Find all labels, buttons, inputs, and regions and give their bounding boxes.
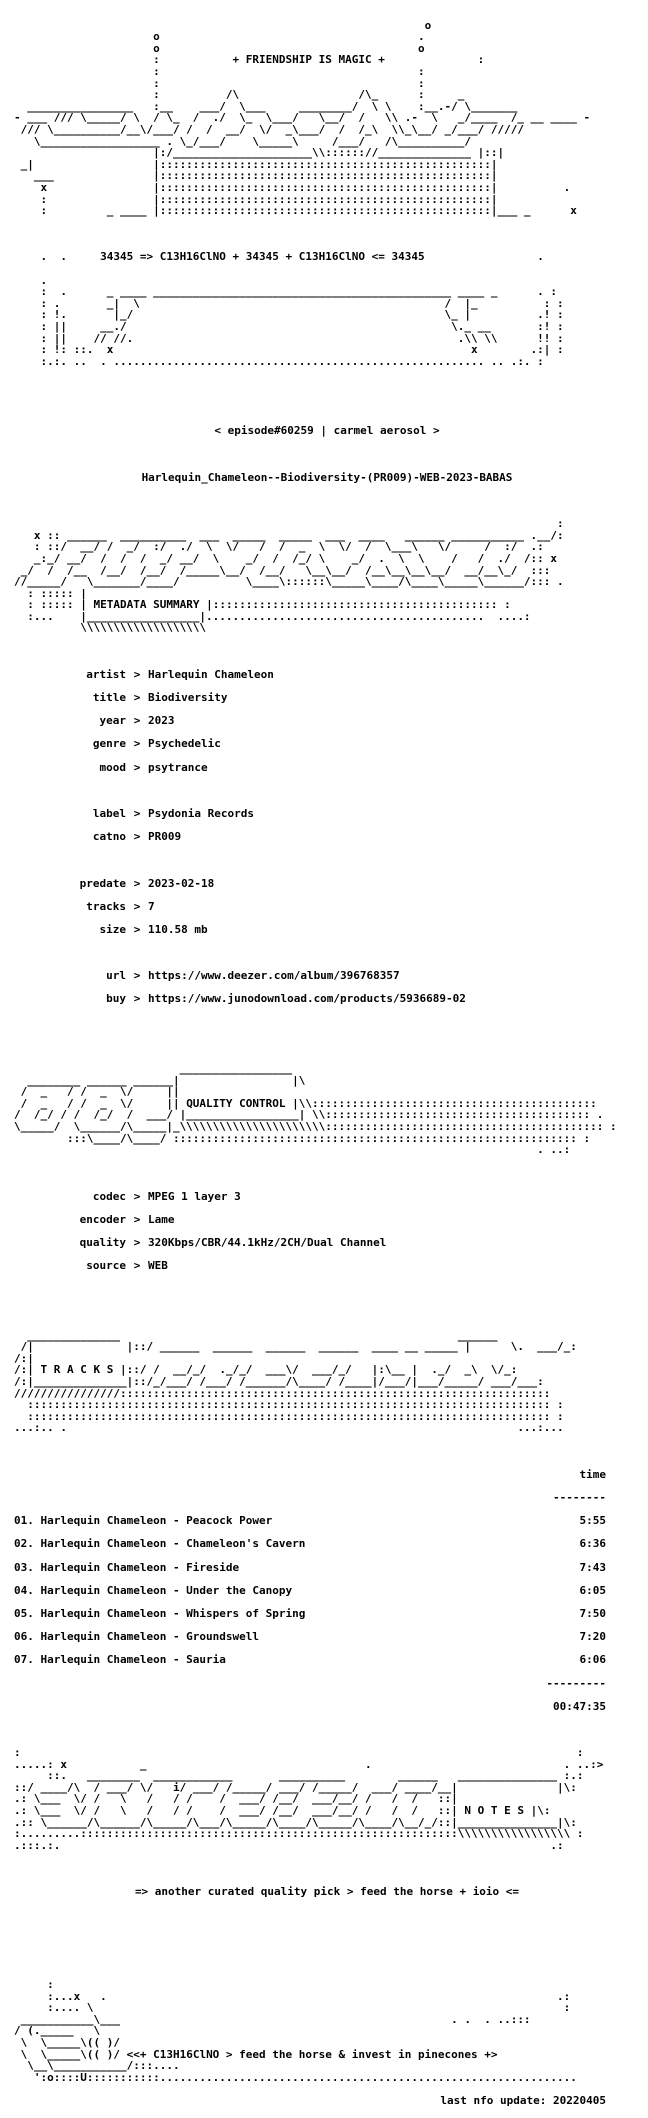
notes-ascii-banner: : : .....: x _ . . ..:> ::. ________ ____________ __________ ______ _______________ :.: ::/ ____/\ / ___/ \/ i/ ___/ /_____/ ___/ /_____/ ___/ ____/__| |\: .: \___ \/ / \ / / / / ___/ /__/ ___/__/ / / / ::|: [14, 1746, 604, 1806]
last-update: last nfo update: 20220405: [440, 2093, 606, 2107]
meta-predate: predate > 2023-02-18: [79, 876, 215, 890]
episode-line: < episode#60259 | carmel aerosol >: [214, 424, 440, 438]
header-ascii-art-bottom: . : . _ ____ _____________________________________________ ____ _ . : : . _| \ / |_ : : : !. |_/ \_ | .! : : || __./ \._ __ :! : : || // //. .\\ \\ !! : : !: ::. x x .:| : :.:. .. . ........................................................ .. .:. :: [40, 273, 564, 368]
footer-slogan: <<+ C13H16ClNO > feed the horse & invest in pinecones +>: [126, 2047, 498, 2061]
notes-title-row: .: \___ \/ / \ / / / / ___/ /__/ ___/__/ / / / ::| N O T E S |\: .:: \______/\______/\_____/\___/\_____/\____/\_____/\____/\__/_/::|_______________|\: :.........:::::::::::::::::::::::::::::::::::::::::::::::::::::::::\\\\\\\\\\\\\\\\\ : .:::.:. .:: [14, 1804, 584, 1852]
meta-tracks: tracks > 7: [86, 899, 155, 913]
meta-buy[interactable]: buy > https://www.junodownload.com/products/5936689-02: [106, 992, 466, 1006]
meta-url[interactable]: url > https://www.deezer.com/album/396768357: [106, 969, 400, 983]
time-header-rule: --------: [553, 1491, 606, 1504]
track-row: 03. Harlequin Chameleon - Fireside 7:43: [14, 1560, 606, 1574]
metadata-title-box: : ::::: | METADATA SUMMARY |::::::::::::::::::::::::::::::::::::::::::: : :... |_________________|.......................................... ....: \\\\\\\\\\\\\\\\\\\: [14, 598, 531, 635]
quality-quality: quality > 320Kbps/CBR/44.1kHz/2CH/Dual Channel: [79, 1235, 387, 1249]
track-row: 02. Harlequin Chameleon - Chameleon's Cavern 6:36: [14, 1537, 606, 1551]
meta-size: size > 110.58 mb: [99, 922, 208, 936]
footer-ascii-art: : :...x . .: :.... \ : ___________\___ . . . ..::: / (._____ \ \ \_____\(( )/: [14, 1977, 571, 2049]
time-header: time: [579, 1467, 606, 1481]
quality-source: source > WEB: [86, 1259, 168, 1273]
tracks-section-title: T R A C K S: [40, 1363, 114, 1377]
quality-codec: codec > MPEG 1 layer 3: [92, 1189, 241, 1203]
meta-catno: catno > PR009: [92, 830, 182, 844]
release-name: Harlequin_Chameleon--Biodiversity-(PR009)-WEB-2023-BABAS: [141, 470, 513, 484]
formula-line: . . 34345 => C13H16ClNO + 34345 + C13H16ClNO <= 34345 .: [14, 250, 544, 264]
meta-mood: mood > psytrance: [99, 760, 208, 774]
nfo-document: [14, 8, 640, 2118]
header-ascii-art-top: o o . o o : + FRIENDSHIP IS MAGIC + : : : : : : /\ /\_ : _ ________________ :__ ___/ \___ ________/ \ \ :__.-/ \_______ - ___ /// \_____/ \ / \_ / ./ \_ \___/ \__/ / \\ .- \ _/____ /_ __ ____ - /// \__________/__\/___/ / / __/ \/ _\___/ / /_\ \\_\__/ _/___/ ///// \__________________ . \_/___/ \_____\ /___/ /\__________/ |:/_____________________\\:::::://______________ |::| _| |::::::::::::::::::::::::::::::::::::::::::::::::::| ___ |::::::::::::::::::::::::::::::::::::::::::::::::::| x |::::::::::::::::::::::::::::::::::::::::::::::::::| . : |::::::::::::::::::::::::::::::::::::::::::::::::::| : _ ____ |::::::::::::::::::::::::::::::::::::::::::::::::::|___ _ x: [14, 18, 591, 218]
tracks-ascii-banner: ______________ ______ /| |::/ ______ ______ ______ ______ ____ __ _____ | \. ___/_: /:|: [14, 1328, 577, 1365]
track-row: 06. Harlequin Chameleon - Groundswell 7:20: [14, 1630, 606, 1644]
metadata-section-title: METADATA SUMMARY: [93, 598, 200, 612]
quality-section-title: QUALITY CONTROL: [186, 1096, 286, 1110]
metadata-ascii-banner: : x :: ______ __________ ___ _____ _____ ___ ____ ______ ___________ .__/: : ::/ __/ / _/ :/ ./ \ \/ / / _ \ \/ / \___\ \/ / :/ .: _:_/ __/ / / / _/ __/ \ _/ / /_/ \ _/ . \ \ / / ./ /:: x _/ / /__ /__/ /__/ /_____\__/ /__/ \__\__/ /__\__\__\__/ __/__\_/ ::: //_____/ \_______/____/ \____\::::::\_____\____/\____\_____\______/::: . : ::::: |: [14, 517, 564, 600]
tracks-title-row: /:| T R A C K S |::/ / __/_/ ._/_/ ___\/ ___/_/ |:\__ | ._/ _\ \/_: /:|______________|::/_/___/ /___/ /______/\____/ /____|/___/|___/_____/ ___/___: ////////////////::::::::::::::::::::::::::::::::::::::::::::::::::::::::::::::::: ::::::::::::::::::::::::::::::::::::::::::::::::::::::::::::::::::::::::::::::: : ::::::::::::::::::::::::::::::::::::::::::::::::::::::::::::::::::::::::::::::: : ...:.. . ...:...: [14, 1363, 564, 1435]
track-row: 05. Harlequin Chameleon - Whispers of Spring 7:50: [14, 1606, 606, 1620]
footer-slogan-row: \ \_____\(( )/ <<+ C13H16ClNO > feed the horse & invest in pinecones +> \__\___________/:::.... ':o::::U:::::::::::...............................................................: [14, 2047, 577, 2084]
total-rule: ---------: [546, 1676, 606, 1690]
banner-text: + FRIENDSHIP IS MAGIC +: [232, 53, 385, 67]
formula-text: 34345 => C13H16ClNO + 34345 + C13H16ClNO <= 34345: [100, 250, 425, 264]
notes-text: => another curated quality pick > feed the horse + ioio <=: [134, 1885, 520, 1899]
meta-year: year > 2023: [99, 714, 175, 728]
meta-label: label > Psydonia Records: [92, 806, 254, 820]
track-row: 01. Harlequin Chameleon - Peacock Power 5:55: [14, 1514, 606, 1528]
track-row: 04. Harlequin Chameleon - Under the Canopy 6:05: [14, 1583, 606, 1597]
quality-ascii-banner: _________________ ________ ______ ______| |\ / _ / / _ \/ ||: [20, 1062, 306, 1099]
quality-title-row: / _ / / _ \/ || QUALITY CONTROL |\\::::::::::::::::::::::::::::::::::::::::::: / /_/ / / /_/ / ___/ |_________________| \\:::::::::::::::::::::::::::::::::::::::: . \_____/ \______/\_____|_\\\\\\\\\\\\\\\\\\\\\\:::::::::::::::::::::::::::::::::::::::::: : :::\____/\____/ ::::::::::::::::::::::::::::::::::::::::::::::::::::::::::::: : . ..:: [14, 1096, 617, 1157]
quality-encoder: encoder > Lame: [79, 1212, 175, 1226]
track-row: 07. Harlequin Chameleon - Sauria 6:06: [14, 1653, 606, 1667]
meta-artist: artist > Harlequin Chameleon: [86, 667, 274, 681]
notes-section-title: N O T E S: [464, 1804, 524, 1818]
total-time: 00:47:35: [553, 1699, 606, 1713]
meta-title: title > Biodiversity: [92, 691, 228, 705]
meta-genre: genre > Psychedelic: [92, 737, 221, 751]
